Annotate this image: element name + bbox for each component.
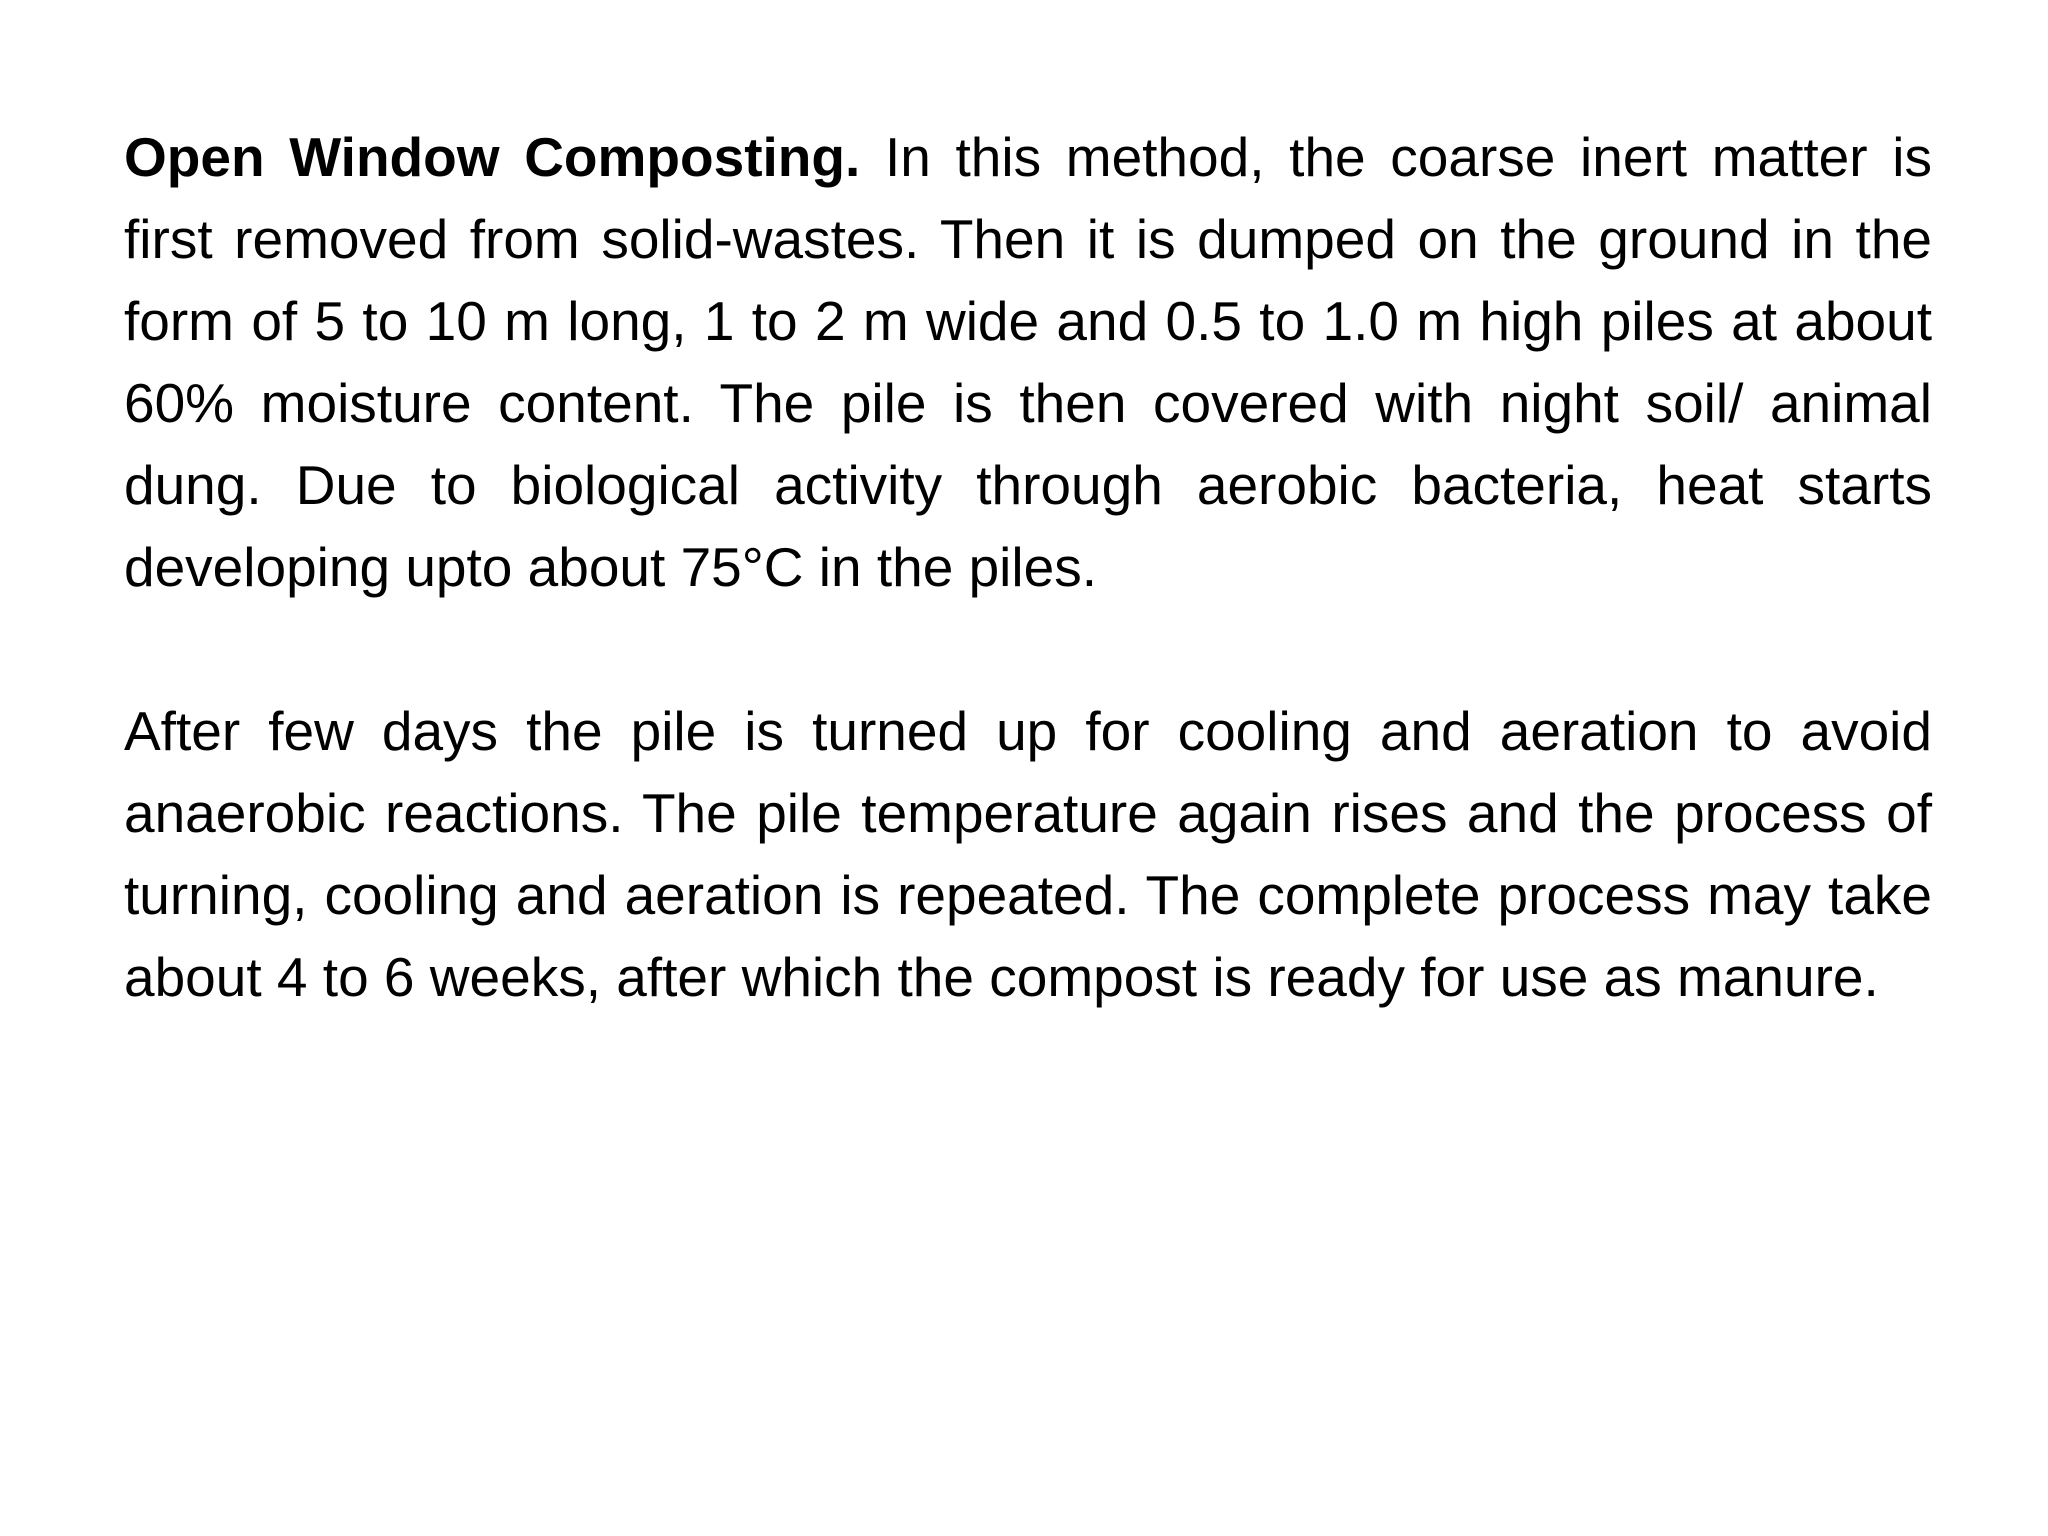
text-body [124, 116, 1932, 1018]
paragraph-text: After few days the pile is turned up for cooling and aeration to avoid anaerobic reactions. The pile temperature again rises and the process of turning, cooling and aeration is repeated. The complete process may take about 4 to 6 weeks, after which the compost is ready for use as manure. [124, 700, 1932, 1008]
paragraph-heading: Open Window Composting. [124, 126, 861, 188]
paragraph-text: In this method, the coarse inert matter is first removed from solid-wastes. Then it is dumped on the ground in the form of 5 to 10 m long, 1 to 2 m wide and 0.5 to 1.0 m high piles at about 60% moisture content. The pile is then covered with night soil/ animal dung. Due to biological activity through aerobic bacteria, heat starts developing upto about 75°C in the piles. [124, 126, 1932, 598]
paragraph-turning-process [124, 690, 1932, 1018]
paragraph-open-window-composting [124, 116, 1932, 608]
